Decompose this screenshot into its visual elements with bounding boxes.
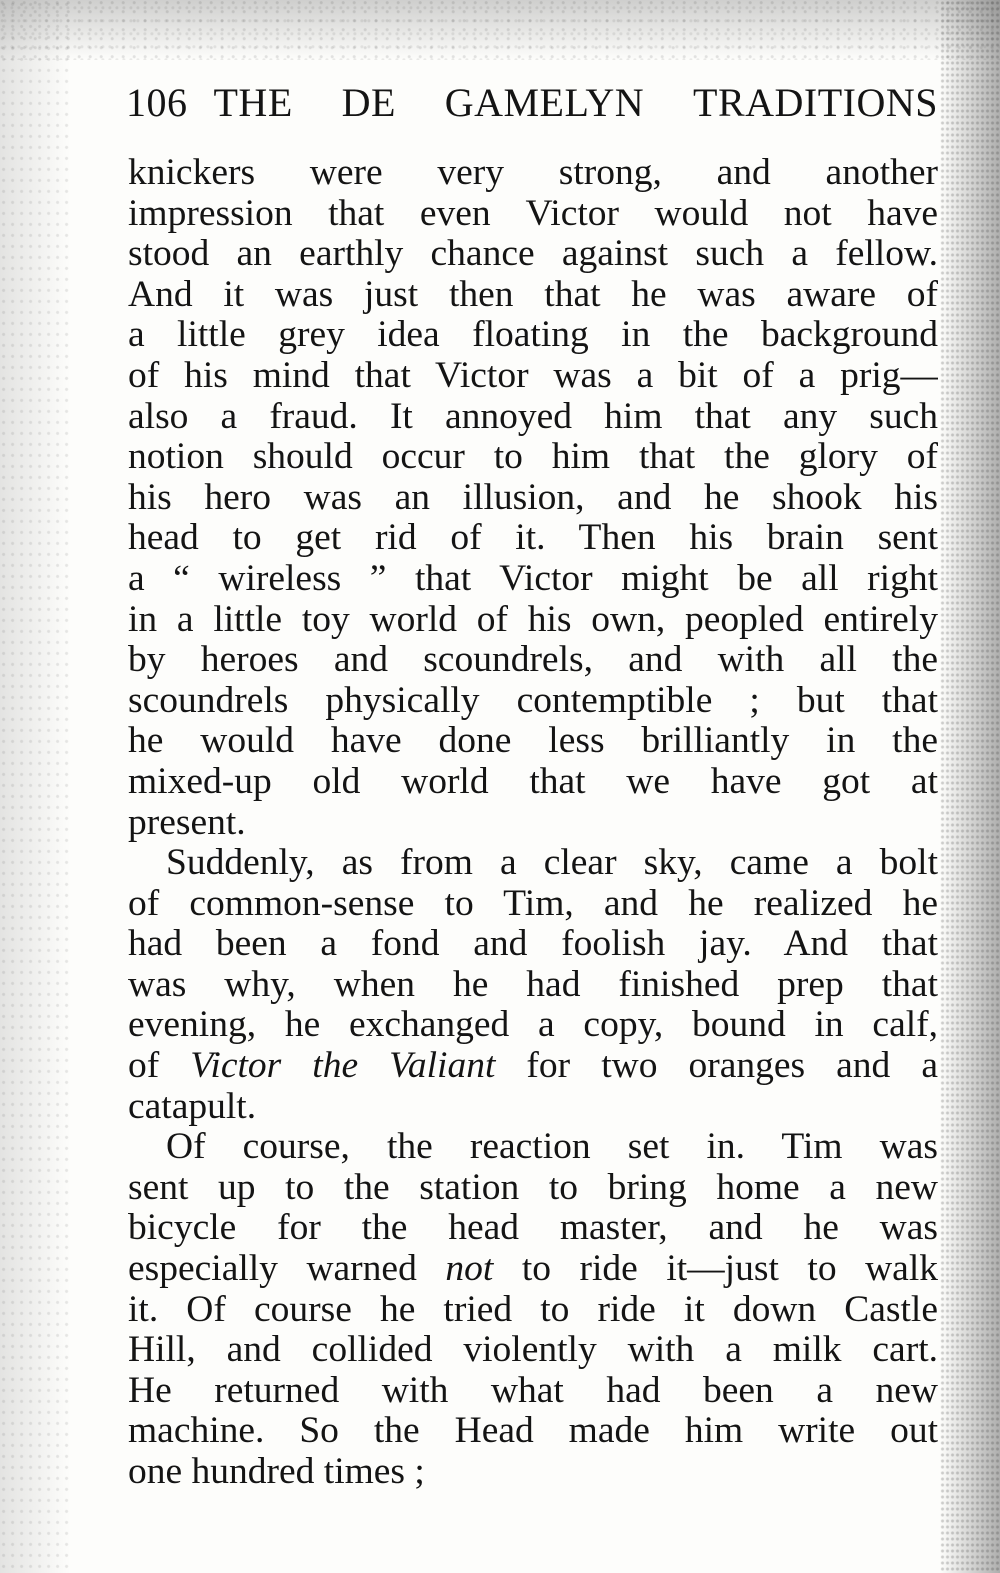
text-line: stood an earthly chance against such a fellow. xyxy=(128,234,938,275)
text-line: bicycle for the head master, and he was xyxy=(128,1208,938,1249)
text-line: impression that even Victor would not have xyxy=(128,193,938,234)
running-title-word: THE xyxy=(213,79,293,125)
emphasized-word: not xyxy=(445,1249,494,1290)
running-title-word: GAMELYN xyxy=(444,79,645,125)
running-title-word: DE xyxy=(341,79,396,125)
text-line: He returned with what had been a new xyxy=(128,1370,938,1411)
scan-edge-right xyxy=(940,0,1000,1573)
text-line: Of course, the reaction set in. Tim was xyxy=(166,1127,938,1168)
text-line: Suddenly, as from a clear sky, came a bolt xyxy=(166,843,938,884)
text-line: scoundrels physically contemptible ; but that xyxy=(128,680,938,721)
scan-edge-left xyxy=(0,0,70,1573)
text-line: mixed-up old world that we have got at xyxy=(128,761,938,802)
text-line: one hundred times ; xyxy=(128,1452,425,1492)
text-line: was why, when he had finished prep that xyxy=(128,964,938,1005)
text-fragment: of xyxy=(128,1046,191,1087)
text-line: of his mind that Victor was a bit of a prig— xyxy=(128,355,938,396)
text-line: by heroes and scoundrels, and with all the xyxy=(128,640,938,681)
text-line: it. Of course he tried to ride it down Castle xyxy=(128,1289,938,1330)
body-text xyxy=(128,153,938,1493)
text-fragment: to ride it—just to walk xyxy=(493,1249,938,1290)
text-line-with-emphasis xyxy=(128,1249,938,1290)
text-line: had been a fond and foolish jay. And that xyxy=(128,924,938,965)
running-header xyxy=(126,74,938,130)
text-line: present. xyxy=(128,802,246,843)
text-fragment: especially warned xyxy=(128,1249,446,1290)
text-line: evening, he exchanged a copy, bound in calf, xyxy=(128,1005,938,1046)
text-line: in a little toy world of his own, peopled entirely xyxy=(128,599,938,640)
text-fragment: for two oranges and a xyxy=(495,1046,938,1087)
text-line: machine. So the Head made him write out xyxy=(128,1411,938,1452)
text-line: And it was just then that he was aware of xyxy=(128,274,938,315)
text-line: head to get rid of it. Then his brain sent xyxy=(128,518,938,559)
running-title-word: TRADITIONS xyxy=(693,79,938,125)
text-line: Hill, and collided violently with a milk cart. xyxy=(128,1330,938,1371)
text-line: a little grey idea floating in the background xyxy=(128,315,938,356)
text-line: sent up to the station to bring home a new xyxy=(128,1167,938,1208)
text-line: a “ wireless ” that Victor might be all right xyxy=(128,558,938,599)
text-line: notion should occur to him that the glory of xyxy=(128,437,938,478)
scan-edge-top xyxy=(0,0,1000,60)
page-number: 106 xyxy=(126,79,188,125)
text-line: he would have done less brilliantly in the xyxy=(128,721,938,762)
text-line: knickers were very strong, and another xyxy=(128,153,938,193)
text-line: catapult. xyxy=(128,1086,257,1127)
text-line: also a fraud. It annoyed him that any such xyxy=(128,396,938,437)
text-line: of common-sense to Tim, and he realized he xyxy=(128,883,938,924)
book-title: Victor the Valiant xyxy=(190,1046,496,1087)
running-title xyxy=(214,79,939,126)
text-line: his hero was an illusion, and he shook his xyxy=(128,477,938,518)
text-line-with-title xyxy=(128,1046,938,1087)
